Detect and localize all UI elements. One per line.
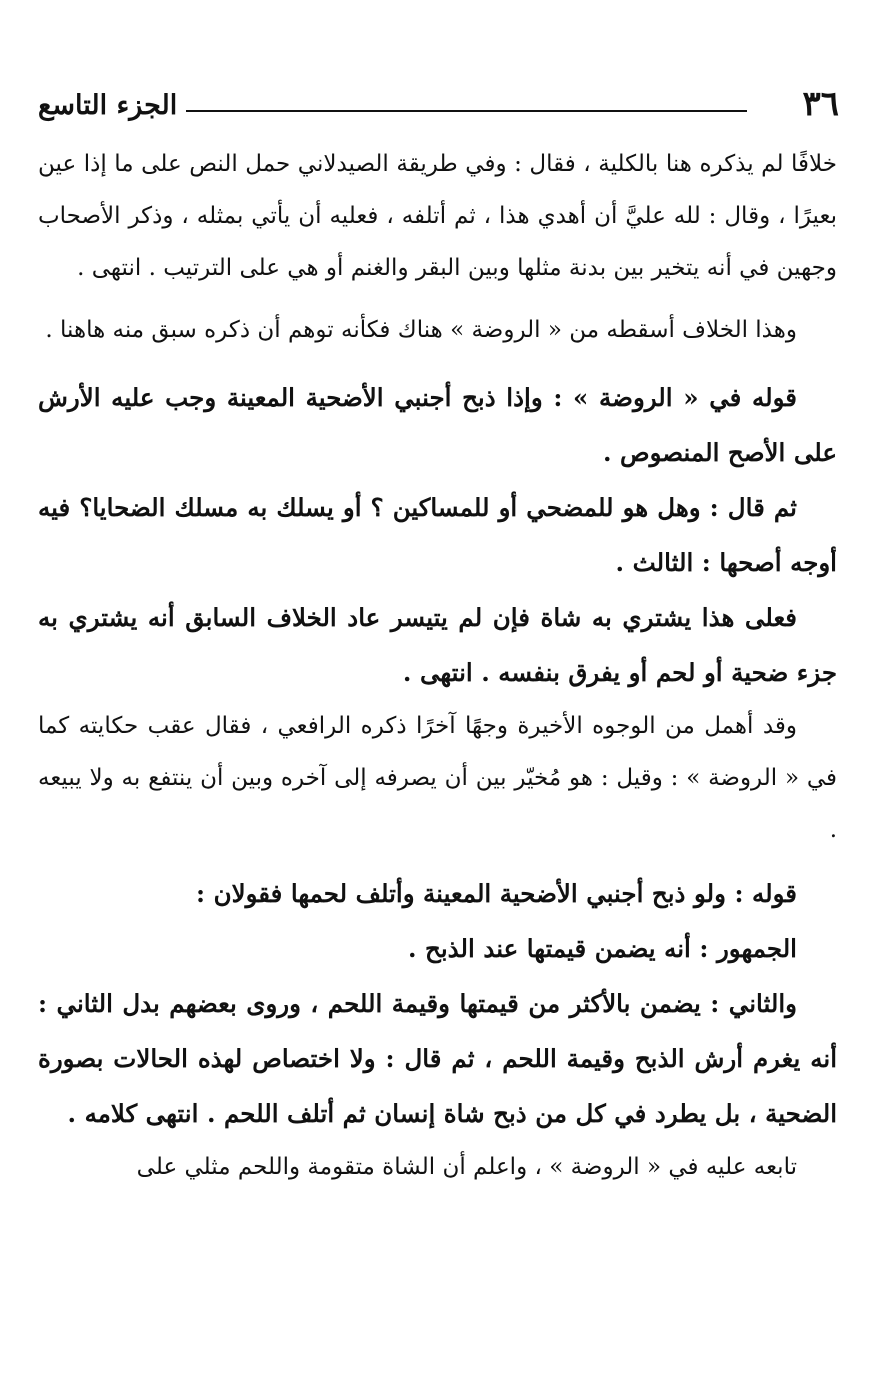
quoted-paragraph: الجمهور : أنه يضمن قيمتها عند الذبح . [407,934,797,963]
quoted-paragraph: فعلى هذا يشتري به شاة فإن لم يتيسر عاد الخلاف السابق أنه يشتري به جزء ضحية أو لحم أو يفرق بنفسه . انتهى . [38,603,837,687]
quoted-paragraph: ثم قال : وهل هو للمضحي أو للمساكين ؟ أو يسلك به مسلك الضحايا؟ فيه أوجه أصحها : الثالث . [38,493,837,577]
paragraph: خلافًا لم يذكره هنا بالكلية ، فقال : وفي طريقة الصيدلاني حمل النص على ما إذا عين بعيرًا ، وقال : لله عليَّ أن أهدي هذا ، ثم أتلفه ، فعليه أن يأتي بمثله ، وذكر الأصحاب وجهين في أنه يتخير بين بدنة مثلها وبين البقر والغنم أو هي على الترتيب . انتهى . [38,151,837,281]
quoted-paragraph: قوله في « الروضة » : وإذا ذبح أجنبي الأضحية المعينة وجب عليه الأرش على الأصح المنصوص . [38,383,837,467]
paragraph: وقد أهمل من الوجوه الأخيرة وجهًا آخرًا ذكره الرافعي ، فقال عقب حكايته كما في « الروضة » : وقيل : هو مُخيّر بين أن يصرفه إلى آخره وبين أن ينتفع به ولا يبيعه . [38,713,837,843]
header-rule [186,110,747,112]
running-title: الجزء التاسع [38,90,178,121]
page-header [38,82,839,126]
body-text [38,138,837,1193]
quoted-paragraph: قوله : ولو ذبح أجنبي الأضحية المعينة وأتلف لحمها فقولان : [196,879,797,908]
paragraph: تابعه عليه في « الروضة » ، واعلم أن الشاة متقومة واللحم مثلي على [136,1154,797,1180]
page-number: ٣٦ [802,84,839,124]
paragraph: وهذا الخلاف أسقطه من « الروضة » هناك فكأنه توهم أن ذكره سبق منه هاهنا . [45,317,797,343]
quoted-paragraph: والثاني : يضمن بالأكثر من قيمتها وقيمة اللحم ، وروى بعضهم بدل الثاني : أنه يغرم أرش الذبح وقيمة اللحم ، ثم قال : ولا اختصاص لهذه الحالات بصورة الضحية ، بل يطرد في كل من ذبح شاة إنسان ثم أتلف اللحم . انتهى كلامه . [38,989,837,1128]
